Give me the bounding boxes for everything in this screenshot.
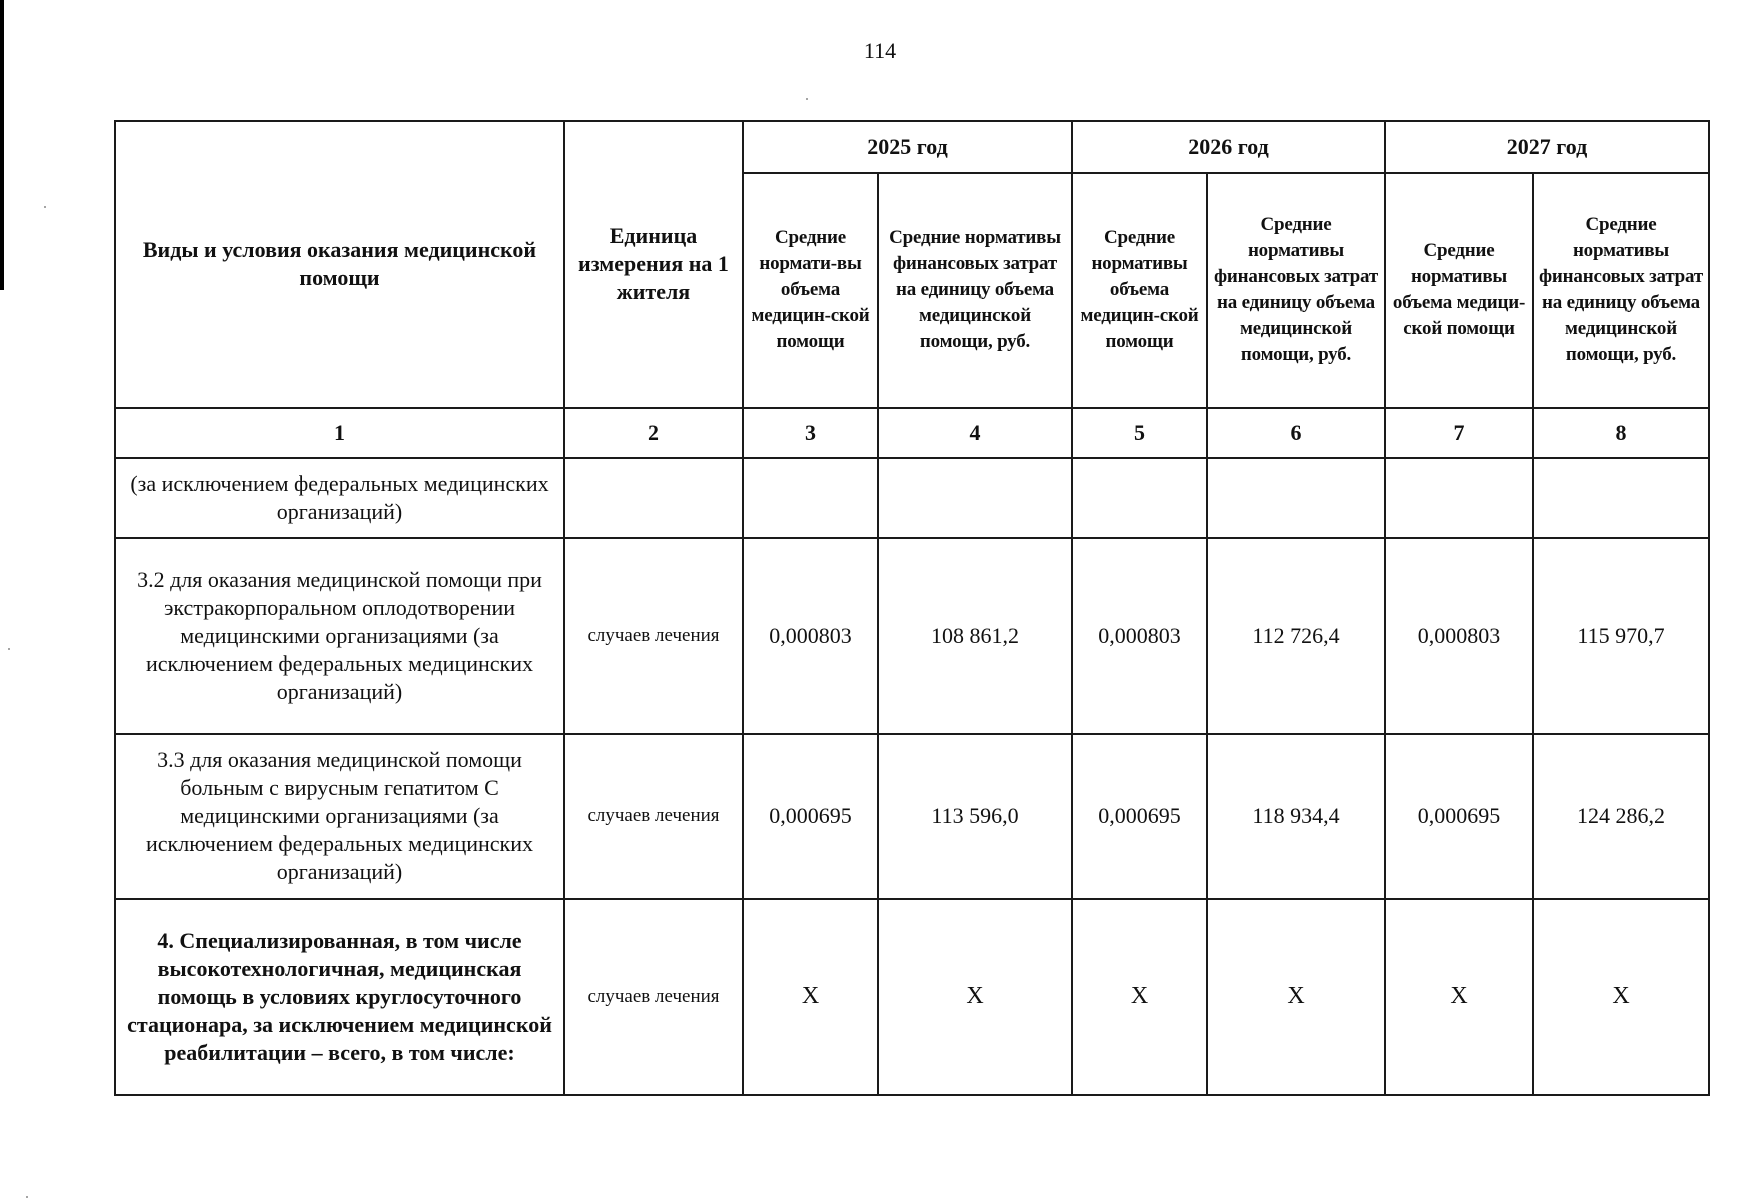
row-unit: случаев лечения (564, 899, 743, 1095)
row-name: (за исключением федеральных медицинских организаций) (115, 458, 564, 538)
cell-2025-cost: 108 861,2 (878, 538, 1072, 734)
scan-speck (8, 648, 10, 650)
cell-2025-volume (743, 458, 878, 538)
header-2027-volume: Средние нормативы объема медици-ской помощи (1385, 173, 1533, 407)
cell-2026-cost (1207, 458, 1385, 538)
row-unit: случаев лечения (564, 538, 743, 734)
cell-2025-cost (878, 458, 1072, 538)
header-2026-cost: Средние нормативы финансовых затрат на единицу объема медицинской помощи, руб. (1207, 173, 1385, 407)
cell-2025-volume: Х (743, 899, 878, 1095)
cell-2026-cost: 112 726,4 (1207, 538, 1385, 734)
row-unit (564, 458, 743, 538)
scan-speck (26, 1196, 28, 1198)
cell-2027-cost (1533, 458, 1709, 538)
header-year-2026: 2026 год (1072, 121, 1385, 173)
column-number: 8 (1533, 408, 1709, 458)
header-2025-volume: Средние нормати-вы объема медицин-ской помощи (743, 173, 878, 407)
header-unit-column: Единица измерения на 1 жителя (564, 121, 743, 408)
cell-2027-volume: 0,000803 (1385, 538, 1533, 734)
column-number: 6 (1207, 408, 1385, 458)
cell-2026-volume: 0,000695 (1072, 734, 1207, 898)
header-year-2027: 2027 год (1385, 121, 1709, 173)
column-number: 3 (743, 408, 878, 458)
page-number: 114 (863, 38, 897, 63)
row-name: 4. Специализированная, в том числе высокотехнологичная, медицинская помощь в условиях круглосуточного стационара, за исключением медицинской реабилитации – всего, в том числе: (115, 899, 564, 1095)
column-number: 4 (878, 408, 1072, 458)
column-number-row (115, 408, 1709, 458)
cell-2026-volume (1072, 458, 1207, 538)
column-number: 5 (1072, 408, 1207, 458)
cell-2027-cost: 115 970,7 (1533, 538, 1709, 734)
row-unit: случаев лечения (564, 734, 743, 898)
header-2025-cost: Средние нормативы финансовых затрат на единицу объема медицинской помощи, руб. (878, 173, 1072, 407)
table-row (115, 538, 1709, 734)
cell-2026-volume: Х (1072, 899, 1207, 1095)
cell-2026-volume: 0,000803 (1072, 538, 1207, 734)
cell-2026-cost: 118 934,4 (1207, 734, 1385, 898)
cell-2025-cost: Х (878, 899, 1072, 1095)
cell-2027-volume: 0,000695 (1385, 734, 1533, 898)
table-row (115, 899, 1709, 1095)
header-2026-volume: Средние нормативы объема медицин-ской помощи (1072, 173, 1207, 407)
row-name: 3.2 для оказания медицинской помощи при экстракорпоральном оплодотворении медицинскими организациями (за исключением федеральных медицинских организаций) (115, 538, 564, 734)
row-name: 3.3 для оказания медицинской помощи больным с вирусным гепатитом С медицинскими организациями (за исключением федеральных медицинских организаций) (115, 734, 564, 898)
cell-2025-volume: 0,000695 (743, 734, 878, 898)
cell-2027-cost: 124 286,2 (1533, 734, 1709, 898)
cell-2025-volume: 0,000803 (743, 538, 878, 734)
table-row (115, 458, 1709, 538)
header-year-2025: 2025 год (743, 121, 1072, 173)
header-type-column: Виды и условия оказания медицинской помощи (115, 121, 564, 408)
column-number: 2 (564, 408, 743, 458)
cell-2027-volume: Х (1385, 899, 1533, 1095)
scan-speck (806, 98, 808, 100)
cell-2027-volume (1385, 458, 1533, 538)
column-number: 7 (1385, 408, 1533, 458)
norms-table (114, 120, 1710, 1096)
table-row (115, 734, 1709, 898)
cell-2026-cost: Х (1207, 899, 1385, 1095)
scan-speck (44, 206, 46, 208)
column-number: 1 (115, 408, 564, 458)
header-2027-cost: Средние нормативы финансовых затрат на единицу объема медицинской помощи, руб. (1533, 173, 1709, 407)
cell-2027-cost: Х (1533, 899, 1709, 1095)
cell-2025-cost: 113 596,0 (878, 734, 1072, 898)
